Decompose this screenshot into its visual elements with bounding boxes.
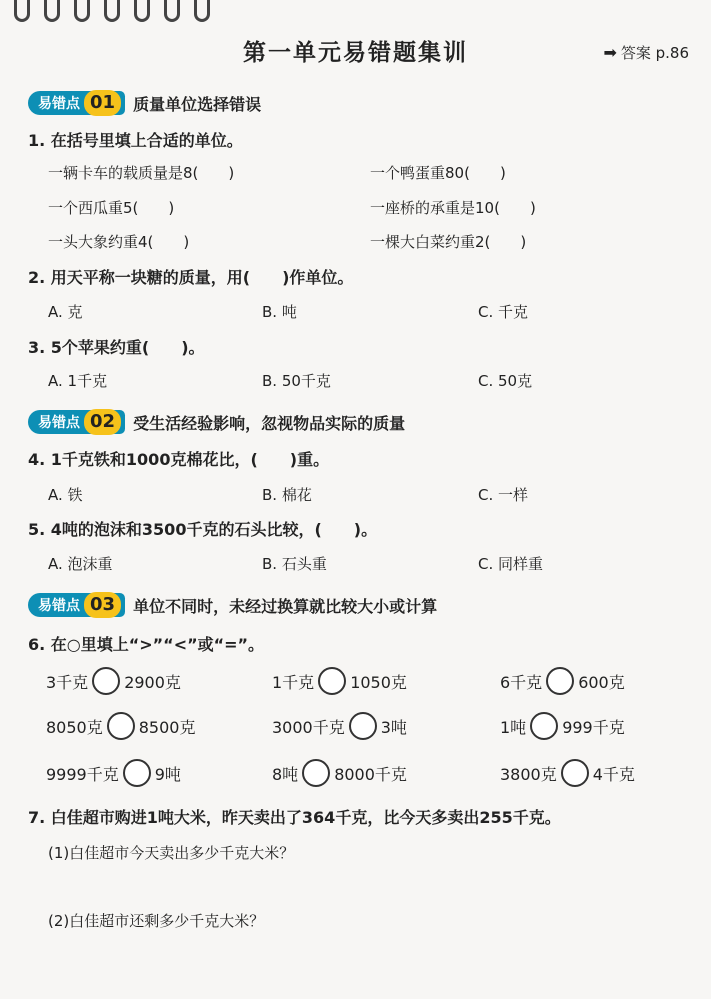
section-header-02 [28,410,405,434]
compare-item [500,759,635,787]
compare-left: 1千克 [272,672,315,692]
answer-reference [603,42,689,63]
compare-item [272,759,407,787]
compare-right: 2900克 [124,672,181,692]
binder-ring-icon [164,0,180,22]
compare-left: 8吨 [272,764,299,784]
section-badge-number: 03 [84,592,121,618]
binder-ring-icon [74,0,90,22]
question-5-option: B. 石头重 [262,555,327,573]
question-3-stem: 3. 5个苹果约重( )。 [28,338,205,357]
question-1-stem: 1. 在括号里填上合适的单位。 [28,131,243,150]
compare-item [272,712,407,740]
question-2-option: A. 克 [48,303,83,321]
question-1-item: 一棵大白菜约重2( ) [370,233,527,251]
question-1-item: 一头大象约重4( ) [48,233,190,251]
section-badge-label: 易错点 [38,415,80,431]
question-4-option: C. 一样 [478,486,529,504]
compare-right: 8500克 [138,717,196,737]
compare-left: 1吨 [500,717,527,737]
question-4-option: A. 铁 [48,486,83,504]
question-4-option: B. 棉花 [262,486,312,504]
compare-right: 1050克 [350,672,407,692]
answer-circle[interactable] [107,712,135,740]
answer-circle[interactable] [92,667,120,695]
section-header-01 [28,91,261,115]
binder-ring-icon [134,0,150,22]
compare-left: 8050克 [46,717,103,737]
question-5-option: A. 泡沫重 [48,555,113,573]
compare-item [272,667,407,695]
section-badge-label: 易错点 [38,598,80,614]
binder-ring-icon [104,0,120,22]
compare-item [500,667,625,695]
question-4-stem: 4. 1千克铁和1000克棉花比，( )重。 [28,450,330,469]
binder-ring-icon [194,0,210,22]
question-1-item: 一座桥的承重是10( ) [370,199,536,217]
question-5-stem: 5. 4吨的泡沫和3500千克的石头比较，( )。 [28,520,378,539]
answer-circle[interactable] [546,667,574,695]
compare-right: 600克 [578,672,625,692]
question-7-stem: 7. 白佳超市购进1吨大米，昨天卖出了364千克，比今天多卖出255千克。 [28,808,561,827]
question-3-option: B. 50千克 [262,372,331,390]
section-badge [28,410,125,434]
answer-circle[interactable] [561,759,589,787]
compare-left: 3800克 [500,764,557,784]
compare-right: 999千克 [562,717,625,737]
compare-item [46,759,181,787]
arrow-right-icon: ➡ [603,43,617,62]
question-3-option: C. 50克 [478,372,533,390]
compare-right: 4千克 [592,764,635,784]
question-1-item: 一个西瓜重5( ) [48,199,175,217]
compare-right: 8000千克 [334,764,407,784]
compare-left: 6千克 [500,672,543,692]
question-7-sub: (2)白佳超市还剩多少千克大米？ [48,912,265,930]
section-badge [28,593,125,617]
question-2-option: B. 吨 [262,303,297,321]
section-header-03 [28,593,437,617]
question-2-option: C. 千克 [478,303,529,321]
compare-item [46,667,181,695]
answer-circle[interactable] [349,712,377,740]
question-5-option: C. 同样重 [478,555,544,573]
question-6-stem: 6. 在○里填上“>”“<”或“=”。 [28,635,265,654]
section-title: 受生活经验影响，忽视物品实际的质量 [133,413,406,433]
answer-circle[interactable] [123,759,151,787]
section-title: 质量单位选择错误 [133,94,262,114]
question-3-option: A. 1千克 [48,372,108,390]
page-title: 第一单元易错题集训 [243,40,468,66]
compare-right: 9吨 [154,764,181,784]
answer-circle[interactable] [302,759,330,787]
binder-ring-icon [14,0,30,22]
answer-circle[interactable] [318,667,346,695]
section-title: 单位不同时，未经过换算就比较大小或计算 [133,596,438,616]
question-1-item: 一个鸭蛋重80( ) [370,164,506,182]
question-2-stem: 2. 用天平称一块糖的质量，用( )作单位。 [28,268,354,287]
compare-left: 3000千克 [272,717,345,737]
section-badge-number: 02 [84,409,121,435]
compare-item [46,712,195,740]
question-1-item: 一辆卡车的载质量是8( ) [48,164,235,182]
compare-left: 3千克 [46,672,89,692]
answer-reference-text: 答案 p.86 [620,44,689,62]
section-badge [28,91,125,115]
compare-left: 9999千克 [46,764,119,784]
compare-right: 3吨 [380,717,407,737]
section-badge-label: 易错点 [38,96,80,112]
answer-circle[interactable] [530,712,558,740]
question-7-sub: (1)白佳超市今天卖出多少千克大米？ [48,844,295,862]
compare-item [500,712,625,740]
section-badge-number: 01 [84,90,121,116]
binder-ring-icon [44,0,60,22]
binder-rings [14,0,210,22]
